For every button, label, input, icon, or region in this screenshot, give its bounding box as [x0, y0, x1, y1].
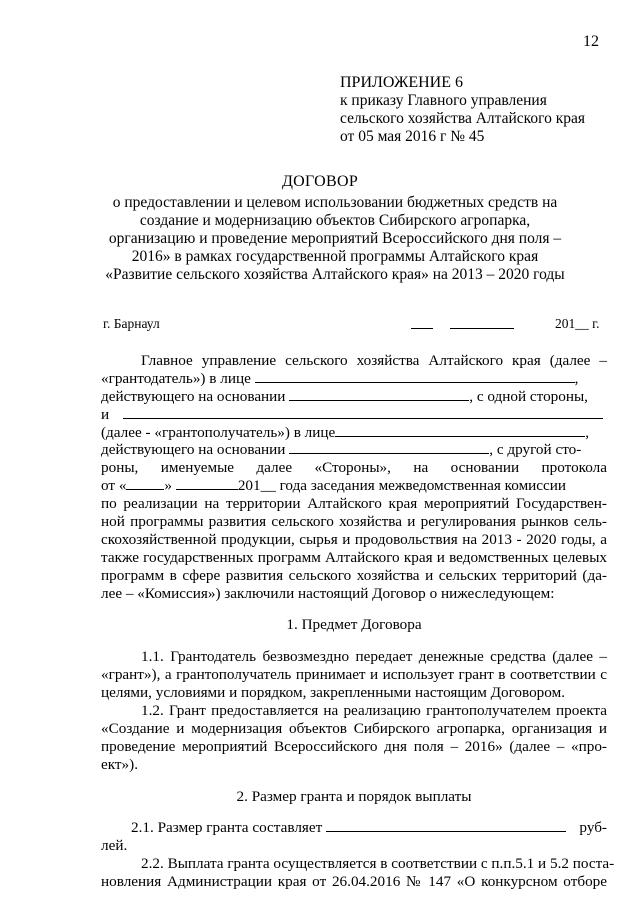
- section-title: 1. Предмет Договора: [286, 616, 422, 634]
- clause-line: [101, 819, 607, 837]
- preamble-line: скохозяйственной продукции, сырья и продовольствия на 2013 - 2020 годы, а: [101, 530, 607, 548]
- word: роны,: [101, 459, 139, 477]
- date-day-blank: [411, 316, 433, 333]
- currency-label: руб-: [579, 819, 607, 837]
- grantee-basis-blank: [289, 441, 489, 454]
- appendix-title: ПРИЛОЖЕНИЕ 6: [340, 74, 464, 91]
- clause-line: «грант»), а грантополучатель принимает и использует грант в соответствии с: [101, 666, 607, 684]
- grantee-label: (далее - «грантополучатель») в лице: [101, 423, 336, 441]
- first-party-label: , с одной стороны,: [469, 387, 588, 405]
- preamble-line: «грантодатель») в лице ,: [101, 369, 579, 387]
- word: на: [413, 459, 429, 477]
- date-month-blank: [450, 316, 514, 333]
- clause-line: «Создание и модернизация объектов Сибирского агропарка, организация и: [101, 719, 607, 737]
- document-subject: о предоставлении и целевом использовании бюджетных средств на создание и модернизацию объектов Сибирского агропарка, организацию и проведение мероприятий Всероссийского дня поля – 2016» в рамках государственной программы Алтайского края «Развитие сельского хозяйства Алтайского края» на 2013 – 2020 годы: [105, 194, 565, 283]
- preamble-line: [101, 477, 607, 495]
- grant-amount-blank: [326, 819, 566, 832]
- grantor-label: «грантодатель») в лице: [101, 369, 251, 387]
- preamble-line: лее – «Комиссия») заключили настоящий Договор о нижеследующем:: [101, 584, 555, 602]
- date-close-label: »: [164, 477, 173, 495]
- appendix-line: от 05 мая 2016 г № 45: [340, 128, 485, 145]
- protocol-day-blank: [126, 477, 164, 490]
- place-of-signing: г. Барнаул: [103, 316, 160, 331]
- preamble-line: (далее - «грантополучатель») в лице ,: [101, 423, 590, 441]
- document-title: ДОГОВОР: [281, 173, 359, 190]
- clause-line: 1.2. Грант предоставляется на реализацию грантополучателем проекта: [141, 702, 607, 720]
- second-party-label: , с другой сто-: [489, 441, 582, 459]
- appendix-line: к приказу Главного управления: [340, 92, 547, 109]
- preamble-line: [101, 459, 607, 477]
- preamble-line: по реализации на территории Алтайского края мероприятий Государствен-: [101, 495, 607, 513]
- protocol-year-text: 201__ года заседания межведомственная комиссии: [237, 477, 567, 495]
- grantee-representative-blank: [335, 424, 585, 437]
- page-number: 12: [583, 33, 599, 50]
- date-year: 201__ г.: [555, 316, 600, 331]
- clause-line: лей.: [101, 837, 128, 855]
- preamble-line: также государственных программ Алтайского края и ведомственных целевых: [101, 548, 607, 566]
- and-label: и: [101, 405, 110, 423]
- appendix-block: [340, 74, 585, 146]
- clause-line: проведение мероприятий Всероссийского дня поля – 2016» (далее – «про-: [101, 737, 607, 755]
- preamble-line: [101, 406, 607, 424]
- grantee-name-blank: [123, 406, 603, 419]
- clause-line: целями, условиями и порядком, закрепленными настоящим Договором.: [101, 684, 565, 702]
- word: протокола: [541, 459, 607, 477]
- word: далее: [256, 459, 293, 477]
- clause-line: 2.2. Выплата гранта осуществляется в соответствии с п.п.5.1 и 5.2 поста-: [141, 855, 615, 873]
- grantor-basis-blank: [289, 388, 469, 401]
- protocol-month-blank: [176, 477, 238, 490]
- preamble-line: ной программы развития сельского хозяйства и регулирования рынков сель-: [101, 513, 607, 531]
- preamble-line: программ в сфере развития сельского хозяйства и сельских территорий (да-: [101, 566, 607, 584]
- word: основании: [450, 459, 520, 477]
- date-open-label: от «: [101, 477, 127, 495]
- clause-line: новления Администрации края от 26.04.2016 № 147 «О конкурсном отборе: [101, 873, 607, 891]
- word: именуемые: [160, 459, 235, 477]
- clause-line: ект»).: [101, 755, 139, 773]
- basis-label: действующего на основании: [101, 387, 286, 405]
- basis-label: действующего на основании: [101, 441, 286, 459]
- grant-amount-label: 2.1. Размер гранта составляет: [131, 819, 323, 837]
- word: «Стороны»,: [314, 459, 391, 477]
- appendix-line: сельского хозяйства Алтайского края: [340, 110, 586, 127]
- section-title: 2. Размер гранта и порядок выплаты: [236, 787, 472, 805]
- contract-body: [101, 352, 615, 891]
- preamble-line: [101, 388, 607, 406]
- grantor-representative-blank: [255, 370, 575, 383]
- preamble-line: [101, 441, 607, 459]
- clause-line: 1.1. Грантодатель безвозмездно передает денежные средства (далее –: [141, 648, 607, 666]
- preamble-line: Главное управление сельского хозяйства Алтайского края (далее –: [141, 352, 607, 369]
